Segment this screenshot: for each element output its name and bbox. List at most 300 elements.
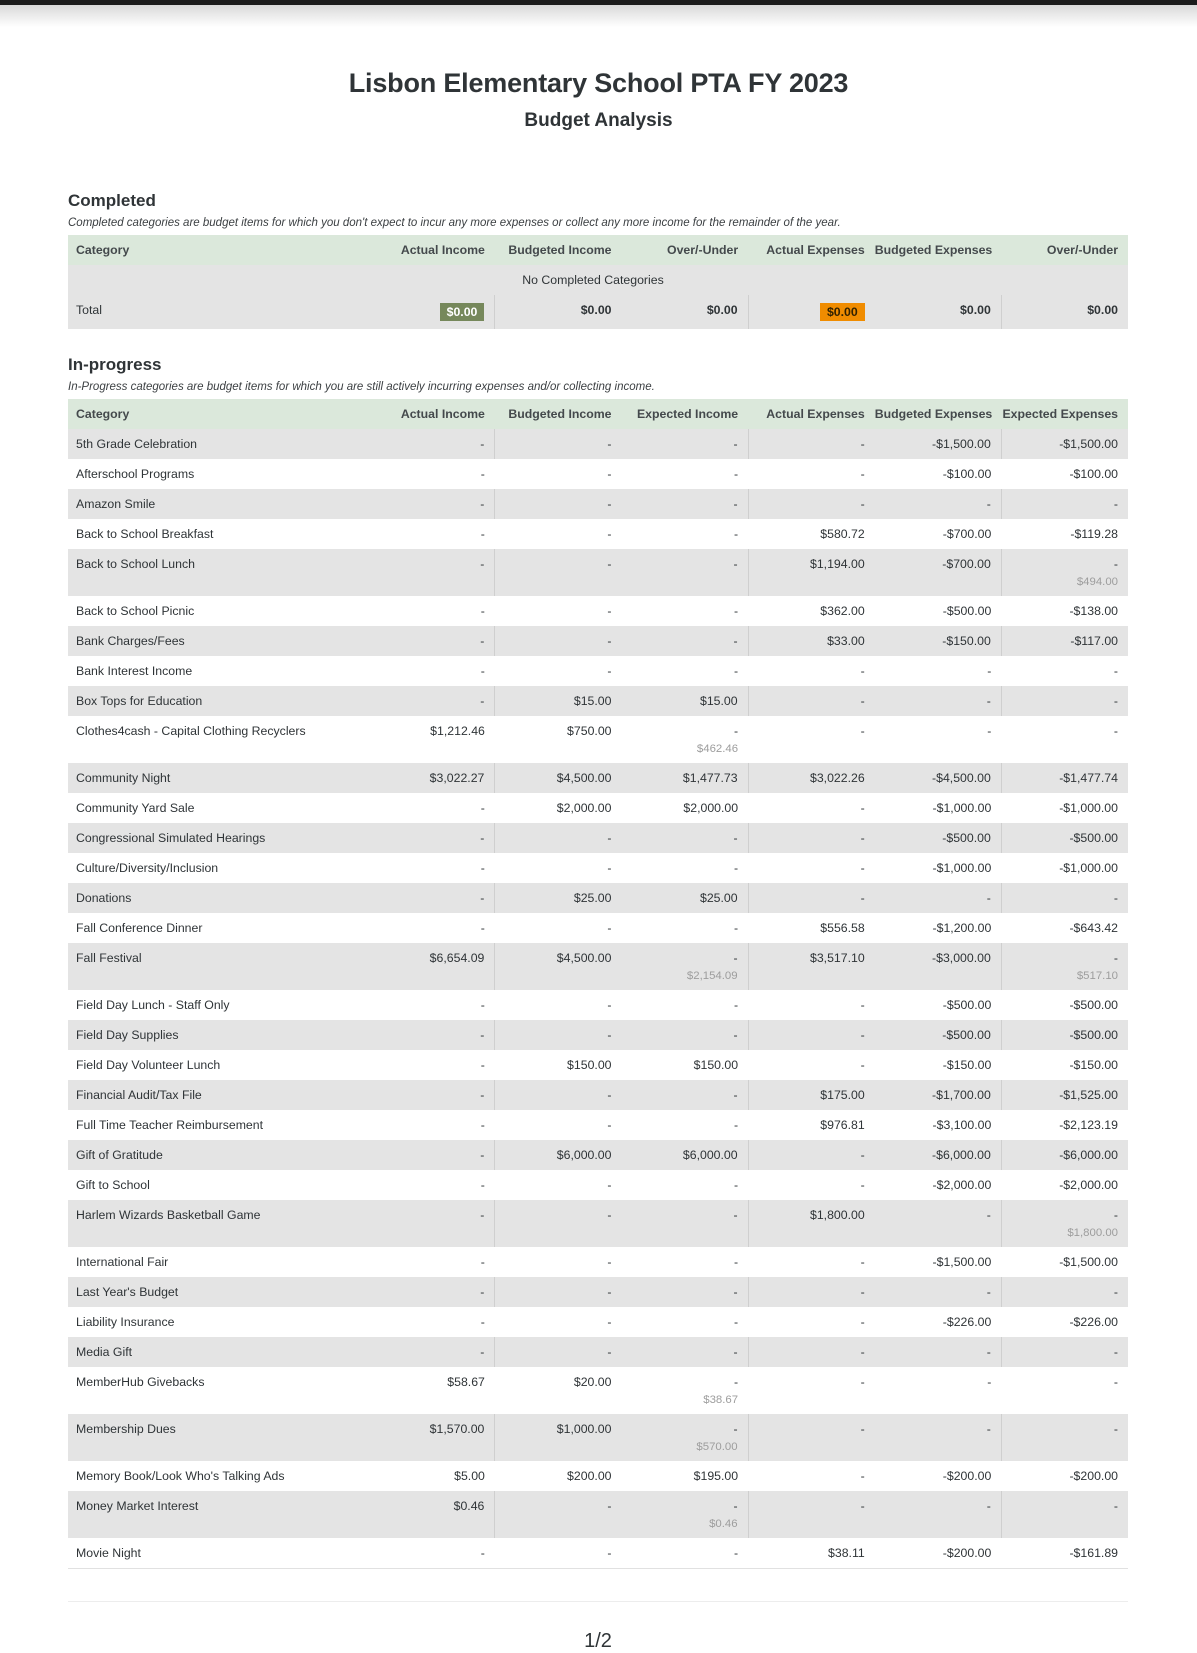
table-row [68, 823, 1128, 853]
cell-expected-income [622, 549, 749, 596]
table-row [68, 913, 1128, 943]
cell-expected-expenses [1001, 823, 1128, 853]
in-progress-description: In-Progress categories are budget items for which you are still actively incurring expenses and/or collecting income. [68, 381, 655, 394]
cell-expected-expenses [1001, 1414, 1128, 1461]
cell-actual-expenses [748, 549, 875, 596]
cell-budgeted-expenses-value: -$3,000.00 [932, 951, 991, 966]
cell-expected-expenses [1001, 1307, 1128, 1337]
cell-actual-expenses [748, 1200, 875, 1247]
row-category-label: Gift to School [68, 1170, 368, 1200]
cell-expected-income-value: - [734, 861, 739, 876]
cell-actual-expenses [748, 626, 875, 656]
column-header-category[interactable]: Category [68, 235, 368, 265]
cell-expected-expenses [1001, 883, 1128, 913]
cell-expected-expenses-value: -$138.00 [1069, 604, 1118, 619]
cell-actual-expenses [748, 990, 875, 1020]
column-header-over-under-income[interactable]: Over/-Under [622, 235, 749, 265]
cell-expected-income [622, 853, 749, 883]
row-category-label: Liability Insurance [68, 1307, 368, 1337]
row-category-label: Community Yard Sale [68, 793, 368, 823]
row-category-label: Community Night [68, 763, 368, 793]
table-row [68, 883, 1128, 913]
column-header-actual-expenses[interactable]: Actual Expenses [748, 399, 875, 429]
cell-budgeted-expenses-value: - [986, 497, 991, 512]
cell-expected-expenses [1001, 519, 1128, 549]
cell-actual-expenses-value: - [860, 998, 865, 1013]
cell-expected-expenses [1001, 429, 1128, 459]
cell-budgeted-expenses-value: -$226.00 [942, 1315, 992, 1330]
cell-actual-expenses [748, 943, 875, 990]
cell-actual-income [368, 1337, 495, 1367]
cell-budgeted-income [495, 823, 622, 853]
cell-budgeted-expenses-value: -$500.00 [942, 998, 992, 1013]
cell-budgeted-income-value: - [607, 527, 612, 542]
cell-actual-expenses [748, 1491, 875, 1538]
cell-budgeted-expenses [875, 1538, 1002, 1568]
completed-empty-row [68, 265, 1128, 295]
cell-budgeted-income-value: $200.00 [567, 1469, 612, 1484]
row-category-label: Field Day Volunteer Lunch [68, 1050, 368, 1080]
cell-actual-income [368, 519, 495, 549]
cell-budgeted-expenses-value: -$2,000.00 [932, 1178, 992, 1193]
cell-expected-expenses-value: -$1,000.00 [1059, 801, 1118, 816]
cell-budgeted-income [495, 1200, 622, 1247]
cell-expected-income-value: - [733, 1088, 738, 1103]
table-row [68, 429, 1128, 459]
cell-budgeted-income [495, 519, 622, 549]
cell-expected-expenses-value: -$1,500.00 [1059, 437, 1118, 452]
cell-budgeted-income-value: - [607, 1345, 612, 1360]
cell-expected-income-value: - [734, 527, 739, 542]
cell-actual-income-value: $6,654.09 [429, 951, 485, 966]
cell-expected-expenses [1001, 656, 1128, 686]
cell-budgeted-income-value: - [607, 1178, 612, 1193]
table-row [68, 656, 1128, 686]
cell-actual-income-value: - [480, 1028, 485, 1043]
footer-separator-rule [68, 1601, 1128, 1602]
cell-budgeted-income-value: $150.00 [567, 1058, 612, 1073]
cell-budgeted-income-value: $20.00 [573, 1375, 612, 1390]
cell-expected-expenses [1001, 1020, 1128, 1050]
row-category-label: Back to School Lunch [68, 549, 368, 596]
row-category-label: Amazon Smile [68, 489, 368, 519]
column-header-actual-income[interactable]: Actual Income [368, 399, 495, 429]
table-row [68, 519, 1128, 549]
cell-budgeted-expenses-value: -$1,500.00 [932, 1255, 992, 1270]
column-header-over-under-expenses[interactable]: Over/-Under [1001, 235, 1128, 265]
row-category-label: Memory Book/Look Who's Talking Ads [68, 1461, 368, 1491]
cell-actual-expenses-value: - [860, 694, 865, 709]
cell-actual-expenses [748, 1538, 875, 1568]
cell-actual-income [368, 1277, 495, 1307]
column-header-actual-income[interactable]: Actual Income [368, 235, 495, 265]
cell-expected-expenses [1001, 1491, 1128, 1538]
cell-budgeted-expenses [875, 1461, 1002, 1491]
cell-budgeted-expenses-value: - [986, 1422, 991, 1437]
cell-expected-income [622, 1277, 749, 1307]
total-budgeted-expenses: $0.00 [875, 295, 1002, 330]
cell-actual-expenses [748, 656, 875, 686]
table-row [68, 1020, 1128, 1050]
cell-actual-expenses [748, 853, 875, 883]
cell-actual-expenses-value: - [860, 1422, 865, 1437]
table-row [68, 1200, 1128, 1247]
cell-budgeted-expenses-value: -$700.00 [942, 527, 992, 542]
cell-actual-expenses [748, 489, 875, 519]
cell-expected-income [622, 913, 749, 943]
row-category-label: Bank Interest Income [68, 656, 368, 686]
cell-expected-expenses-value: - [1113, 891, 1118, 906]
cell-actual-income-value: $3,022.27 [429, 771, 485, 786]
table-row [68, 1461, 1128, 1491]
cell-budgeted-expenses-value: -$3,100.00 [932, 1118, 992, 1133]
cell-actual-expenses [748, 686, 875, 716]
cell-expected-income [622, 1140, 749, 1170]
cell-expected-income-subvalue: $462.46 [696, 743, 739, 756]
cell-actual-income-value: - [480, 1285, 485, 1300]
cell-budgeted-expenses [875, 1110, 1002, 1140]
cell-budgeted-expenses [875, 990, 1002, 1020]
cell-actual-expenses-value: - [860, 861, 865, 876]
completed-heading: Completed [68, 190, 156, 210]
cell-actual-income-value: - [480, 1208, 485, 1223]
cell-actual-income [368, 1247, 495, 1277]
row-category-label: 5th Grade Celebration [68, 429, 368, 459]
cell-budgeted-expenses [875, 853, 1002, 883]
cell-expected-expenses-value: -$117.00 [1070, 634, 1118, 649]
cell-expected-income [622, 990, 749, 1020]
row-category-label: Media Gift [68, 1337, 368, 1367]
cell-actual-income [368, 716, 495, 763]
cell-expected-expenses-value: -$6,000.00 [1059, 1148, 1118, 1163]
cell-budgeted-expenses [875, 1367, 1002, 1414]
cell-expected-income-subvalue: $0.46 [709, 1518, 738, 1531]
cell-expected-expenses [1001, 1461, 1128, 1491]
table-row [68, 853, 1128, 883]
cell-actual-income-value: - [480, 664, 485, 679]
cell-budgeted-income [495, 1050, 622, 1080]
cell-actual-income [368, 1367, 495, 1414]
cell-actual-income-value: - [480, 437, 485, 452]
cell-expected-expenses-value: - [1113, 1499, 1118, 1514]
cell-expected-income-value: $15.00 [699, 694, 738, 709]
cell-expected-income [622, 716, 749, 763]
cell-budgeted-income [495, 686, 622, 716]
column-header-budgeted-expenses[interactable]: Budgeted Expenses [875, 399, 1002, 429]
cell-expected-income [622, 1080, 749, 1110]
row-category-label: Movie Night [68, 1538, 368, 1568]
table-row [68, 793, 1128, 823]
cell-budgeted-income-value: - [607, 1546, 612, 1561]
cell-expected-income [622, 489, 749, 519]
cell-expected-expenses-subvalue: $1,800.00 [1067, 1227, 1118, 1240]
column-header-actual-expenses[interactable]: Actual Expenses [748, 235, 875, 265]
cell-expected-expenses [1001, 549, 1128, 596]
cell-budgeted-income [495, 596, 622, 626]
cell-actual-income [368, 1461, 495, 1491]
table-row [68, 1337, 1128, 1367]
cell-expected-expenses-value: -$119.28 [1070, 527, 1118, 542]
cell-expected-income-value: - [733, 951, 738, 966]
cell-actual-expenses [748, 1461, 875, 1491]
cell-actual-income [368, 1307, 495, 1337]
row-category-label: Afterschool Programs [68, 459, 368, 489]
cell-budgeted-income-value: - [607, 634, 612, 649]
table-row [68, 1277, 1128, 1307]
row-category-label: Culture/Diversity/Inclusion [68, 853, 368, 883]
table-row [68, 716, 1128, 763]
document-page [0, 67, 1197, 1653]
table-row [68, 1367, 1128, 1414]
cell-expected-expenses [1001, 1247, 1128, 1277]
cell-actual-income-value: - [480, 1088, 485, 1103]
cell-actual-expenses [748, 1140, 875, 1170]
cell-expected-income [622, 793, 749, 823]
row-category-label: Full Time Teacher Reimbursement [68, 1110, 368, 1140]
cell-expected-expenses [1001, 1337, 1128, 1367]
column-header-budgeted-expenses[interactable]: Budgeted Expenses [875, 235, 1002, 265]
cell-actual-expenses [748, 1110, 875, 1140]
cell-budgeted-income [495, 1170, 622, 1200]
cell-expected-expenses-value: - [1113, 951, 1118, 966]
cell-budgeted-expenses [875, 823, 1002, 853]
cell-expected-expenses [1001, 686, 1128, 716]
cell-actual-income [368, 853, 495, 883]
cell-actual-income [368, 429, 495, 459]
row-category-label: MemberHub Givebacks [68, 1367, 368, 1414]
cell-actual-expenses [748, 1080, 875, 1110]
table-row [68, 1080, 1128, 1110]
cell-actual-expenses [748, 596, 875, 626]
cell-actual-income-value: - [480, 604, 485, 619]
cell-budgeted-income-value: - [607, 861, 612, 876]
cell-expected-income-value: $1,477.73 [682, 771, 738, 786]
cell-expected-income-value: - [734, 1178, 739, 1193]
table-row [68, 1170, 1128, 1200]
cell-actual-expenses-value: - [860, 1285, 865, 1300]
cell-budgeted-income-value: - [607, 998, 612, 1013]
cell-actual-expenses-value: - [860, 1499, 865, 1514]
in-progress-table-header-row [68, 399, 1128, 429]
cell-expected-income-value: - [733, 1499, 738, 1514]
cell-budgeted-income-value: $750.00 [567, 724, 612, 739]
completed-table-body [68, 265, 1128, 330]
cell-expected-expenses-value: - [1113, 1375, 1118, 1390]
cell-expected-expenses [1001, 459, 1128, 489]
cell-budgeted-income-value: $2,000.00 [556, 801, 612, 816]
cell-budgeted-expenses-value: - [986, 1499, 991, 1514]
cell-budgeted-income-value: - [607, 604, 612, 619]
cell-budgeted-expenses [875, 716, 1002, 763]
cell-budgeted-expenses-value: -$1,000.00 [932, 861, 992, 876]
cell-actual-income-value: - [480, 998, 485, 1013]
cell-actual-income-value: - [480, 634, 485, 649]
total-budgeted-income: $0.00 [495, 295, 622, 330]
cell-expected-expenses [1001, 626, 1128, 656]
column-header-category[interactable]: Category [68, 399, 368, 429]
cell-budgeted-income-value: - [607, 1118, 612, 1133]
cell-actual-expenses-value: $33.00 [827, 634, 865, 649]
cell-actual-income-value: - [480, 861, 485, 876]
cell-actual-income-value: - [480, 497, 485, 512]
cell-budgeted-income-value: $4,500.00 [556, 951, 612, 966]
cell-expected-expenses-value: -$500.00 [1069, 1028, 1118, 1043]
cell-actual-expenses [748, 883, 875, 913]
cell-budgeted-income [495, 459, 622, 489]
cell-budgeted-income [495, 626, 622, 656]
cell-actual-expenses-value: - [860, 1028, 865, 1043]
cell-expected-income-value: - [733, 831, 738, 846]
cell-budgeted-income [495, 1337, 622, 1367]
cell-budgeted-expenses [875, 1170, 1002, 1200]
cell-expected-income-subvalue: $2,154.09 [686, 970, 738, 983]
cell-budgeted-expenses-value: -$150.00 [942, 1058, 992, 1073]
cell-budgeted-income [495, 549, 622, 596]
cell-actual-expenses [748, 429, 875, 459]
cell-budgeted-income [495, 1461, 622, 1491]
cell-budgeted-income-value: $4,500.00 [556, 771, 612, 786]
cell-actual-expenses-value: - [860, 664, 865, 679]
cell-actual-income [368, 1020, 495, 1050]
column-header-expected-income[interactable]: Expected Income [622, 399, 749, 429]
cell-budgeted-expenses [875, 883, 1002, 913]
cell-expected-expenses-value: - [1113, 1208, 1118, 1223]
cell-actual-expenses [748, 1307, 875, 1337]
cell-expected-expenses-value: -$150.00 [1069, 1058, 1118, 1073]
row-category-label: Back to School Picnic [68, 596, 368, 626]
cell-actual-expenses [748, 1367, 875, 1414]
cell-budgeted-income-value: $25.00 [573, 891, 612, 906]
cell-actual-expenses [748, 793, 875, 823]
cell-budgeted-income-value: - [607, 1499, 612, 1514]
cell-expected-income [622, 1200, 749, 1247]
cell-expected-expenses-value: -$1,477.74 [1059, 771, 1118, 786]
cell-expected-income-value: - [734, 998, 739, 1013]
cell-actual-expenses [748, 823, 875, 853]
cell-expected-expenses-value: - [1113, 1422, 1118, 1437]
cell-actual-expenses-value: - [860, 437, 865, 452]
cell-budgeted-income [495, 763, 622, 793]
total-label: Total [68, 295, 368, 330]
table-row [68, 1110, 1128, 1140]
cell-budgeted-expenses [875, 459, 1002, 489]
cell-budgeted-expenses [875, 763, 1002, 793]
cell-budgeted-expenses [875, 686, 1002, 716]
cell-actual-expenses [748, 1020, 875, 1050]
cell-actual-expenses-value: - [860, 1178, 865, 1193]
row-category-label: Fall Festival [68, 943, 368, 990]
cell-actual-income-value: - [480, 1345, 485, 1360]
cell-expected-expenses-value: -$100.00 [1069, 467, 1118, 482]
cell-expected-income-value: - [734, 1315, 739, 1330]
cell-budgeted-income [495, 1110, 622, 1140]
completed-total-row [68, 295, 1128, 330]
cell-expected-income [622, 626, 749, 656]
cell-budgeted-expenses [875, 1307, 1002, 1337]
cell-budgeted-expenses-value: -$500.00 [942, 604, 992, 619]
cell-actual-income-value: - [480, 1118, 485, 1133]
cell-actual-income-value: $1,570.00 [429, 1422, 485, 1437]
cell-budgeted-income [495, 1080, 622, 1110]
cell-budgeted-income [495, 990, 622, 1020]
total-actual-income-badge: $0.00 [440, 303, 485, 322]
cell-actual-income-value: - [480, 921, 485, 936]
cell-actual-expenses-value: - [860, 497, 865, 512]
cell-actual-expenses-value: $1,194.00 [810, 557, 865, 572]
row-category-label: Bank Charges/Fees [68, 626, 368, 656]
cell-expected-expenses-value: -$2,123.19 [1059, 1118, 1118, 1133]
cell-budgeted-expenses-value: -$150.00 [942, 634, 991, 649]
cell-actual-expenses-value: - [860, 1058, 865, 1073]
cell-expected-expenses [1001, 943, 1128, 990]
cell-actual-income [368, 1491, 495, 1538]
cell-actual-expenses [748, 1414, 875, 1461]
column-header-budgeted-income[interactable]: Budgeted Income [495, 399, 622, 429]
cell-budgeted-income [495, 1247, 622, 1277]
cell-expected-income [622, 596, 749, 626]
cell-actual-income [368, 763, 495, 793]
cell-expected-income [622, 686, 749, 716]
column-header-budgeted-income[interactable]: Budgeted Income [495, 235, 622, 265]
table-row [68, 1414, 1128, 1461]
cell-budgeted-income [495, 489, 622, 519]
cell-budgeted-expenses-value: -$200.00 [942, 1469, 992, 1484]
cell-budgeted-expenses-value: - [986, 1285, 991, 1300]
total-actual-income-cell [368, 295, 495, 330]
table-row [68, 1247, 1128, 1277]
row-category-label: Money Market Interest [68, 1491, 368, 1538]
cell-budgeted-income [495, 1414, 622, 1461]
completed-table [68, 235, 1128, 330]
cell-actual-expenses [748, 716, 875, 763]
row-category-label: Last Year's Budget [68, 1277, 368, 1307]
cell-budgeted-expenses [875, 549, 1002, 596]
cell-expected-expenses [1001, 763, 1128, 793]
cell-expected-income-value: - [734, 1546, 739, 1561]
cell-actual-income [368, 489, 495, 519]
column-header-expected-expenses[interactable]: Expected Expenses [1001, 399, 1128, 429]
cell-actual-expenses-value: $175.00 [820, 1088, 865, 1103]
cell-budgeted-expenses-value: - [986, 1345, 991, 1360]
cell-budgeted-expenses-value: - [986, 891, 991, 906]
total-over-under-income: $0.00 [622, 295, 749, 330]
table-row [68, 549, 1128, 596]
cell-budgeted-expenses [875, 429, 1002, 459]
cell-expected-expenses-value: - [1113, 557, 1118, 572]
cell-expected-expenses [1001, 1050, 1128, 1080]
row-category-label: Gift of Gratitude [68, 1140, 368, 1170]
cell-actual-income-value: $58.67 [447, 1375, 485, 1390]
cell-budgeted-income-value: - [607, 664, 612, 679]
page-title: Lisbon Elementary School PTA FY 2023 [348, 68, 849, 98]
cell-expected-expenses [1001, 1080, 1128, 1110]
cell-actual-income-value: - [480, 1058, 485, 1073]
table-row [68, 1307, 1128, 1337]
cell-expected-expenses-value: -$643.42 [1069, 921, 1118, 936]
cell-actual-expenses-value: $38.11 [828, 1546, 865, 1561]
total-actual-expenses-badge: $0.00 [820, 303, 865, 322]
cell-expected-expenses-value: - [1113, 664, 1118, 679]
cell-budgeted-income-value: $15.00 [573, 694, 612, 709]
cell-expected-income-value: - [734, 1375, 739, 1390]
cell-expected-income-value: - [733, 1028, 738, 1043]
cell-expected-expenses-value: - [1113, 694, 1118, 709]
cell-actual-expenses-value: - [860, 467, 865, 482]
cell-expected-income-value: $2,000.00 [683, 801, 739, 816]
table-row [68, 1491, 1128, 1538]
cell-budgeted-income-value: $1,000.00 [556, 1422, 612, 1437]
cell-budgeted-income [495, 716, 622, 763]
